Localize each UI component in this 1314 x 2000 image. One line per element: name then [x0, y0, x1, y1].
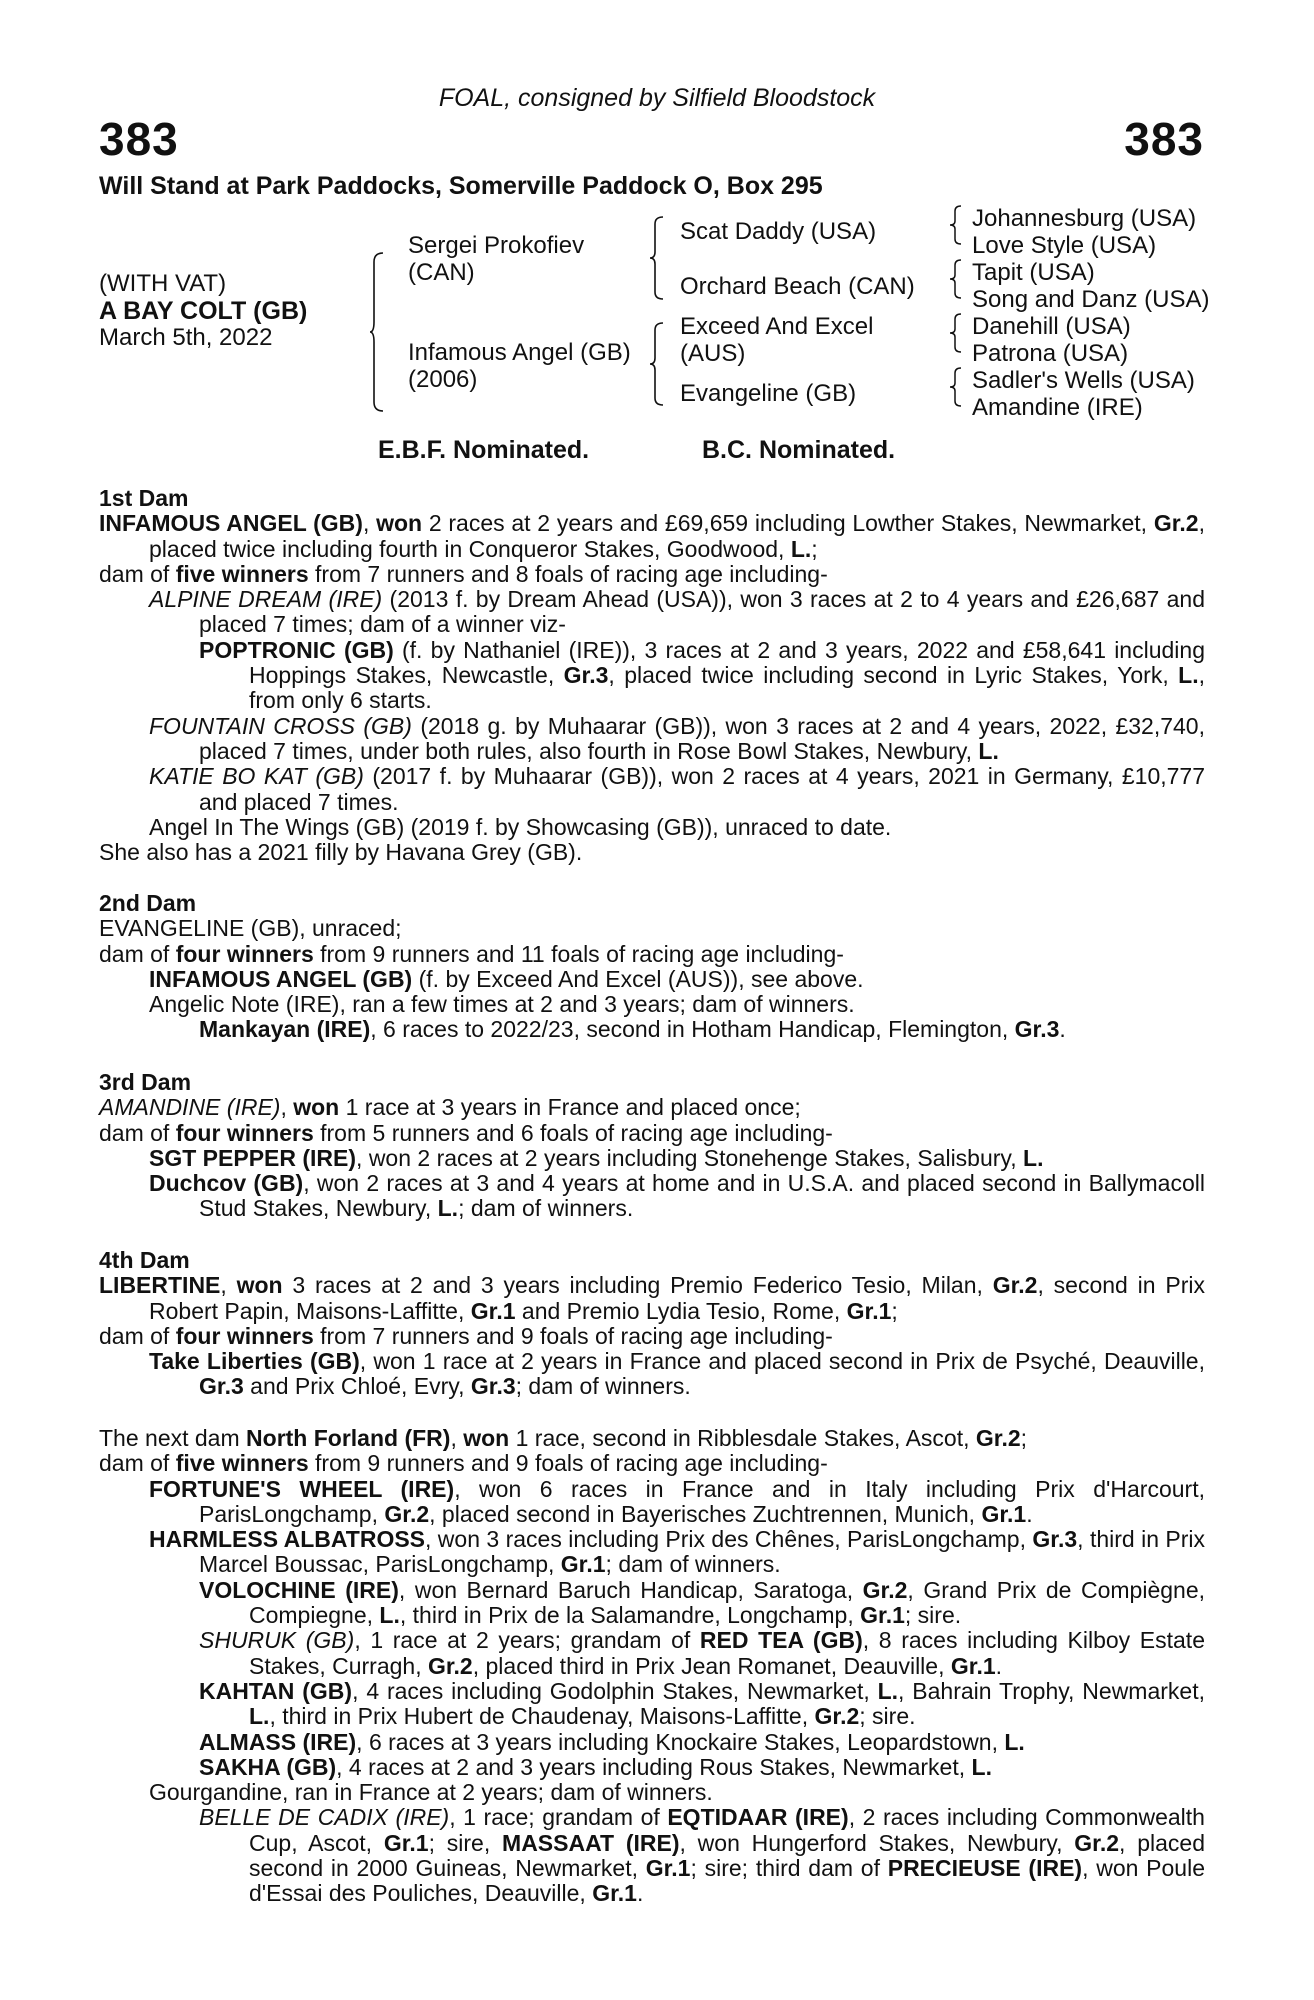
produce-name: ALPINE DREAM (IRE) [149, 586, 383, 613]
record-text: , won 2 races at 3 and 4 years at home and in U.S.A. and placed second in Ballymacoll Stud Stakes, Newbury, [199, 1170, 1205, 1222]
grade-label: Gr.1 [846, 1297, 892, 1324]
grade-label: Gr.2 [814, 1703, 860, 1730]
grade-label: Gr.2 [427, 1652, 473, 1679]
winners-count: four winners [175, 1322, 314, 1349]
dam-name: AMANDINE (IRE) [99, 1094, 281, 1121]
record-text: The next dam [99, 1425, 247, 1451]
second-dam-record: EVANGELINE (GB), unraced; [99, 915, 402, 942]
second-dam-section [99, 891, 1205, 1043]
produce-entry [99, 1349, 1205, 1400]
pedigree-brace-ds [950, 313, 962, 353]
grade-label: Gr.2 [975, 1425, 1021, 1451]
vat-note: (WITH VAT) [99, 270, 227, 297]
grade-label: Gr.3 [563, 662, 609, 689]
record-text: , third in Prix Hubert de Chaudenay, Maisons-Laffitte, [269, 1703, 815, 1730]
grade-label: Gr.2 [1153, 510, 1199, 537]
second-dam-heading: 2nd Dam [99, 890, 197, 916]
pedigree-brace-main [370, 252, 384, 412]
produce-entry [99, 764, 1205, 815]
produce-entry [99, 1755, 1205, 1780]
produce-entry [99, 1477, 1205, 1528]
produce-name: Take Liberties (GB) [149, 1348, 360, 1375]
dam-name: LIBERTINE [99, 1272, 221, 1299]
winners-count: five winners [175, 560, 309, 587]
produce-entry [99, 587, 1205, 638]
grade-label: Gr.2 [992, 1272, 1038, 1299]
listed-label: L. [249, 1703, 270, 1730]
record-text: , 1 race; grandam of [449, 1804, 668, 1831]
record-text: ; [891, 1297, 898, 1324]
listed-label: L. [790, 535, 812, 562]
ped-sss: Johannesburg (USA) [972, 205, 1197, 232]
record-text: , 6 races to 2022/23, second in Hotham Handicap, Flemington, [370, 1016, 1015, 1043]
grade-label: Gr.1 [860, 1602, 905, 1629]
record-text: 1 race, second in Ribblesdale Stakes, Ascot, [509, 1425, 976, 1451]
record-text: , 6 races at 3 years including Knockaire Stakes, Leopardstown, [356, 1728, 1005, 1755]
grade-label: Gr.2 [1074, 1829, 1120, 1856]
record-text: from 7 runners and 9 foals of racing age including- [313, 1322, 833, 1349]
produce-name: SAKHA (GB) [199, 1753, 337, 1780]
record-text: 2 races at 2 years and £69,659 including Lowther Stakes, Newmarket, [422, 510, 1154, 537]
pedigree-brace-ss [950, 205, 962, 245]
ped-ddd: Amandine (IRE) [972, 394, 1143, 421]
record-text: ; dam of winners. [515, 1373, 691, 1400]
ped-dsd: Patrona (USA) [972, 340, 1129, 367]
record-text: dam of [99, 1450, 176, 1477]
record-text: (f. by Nathaniel (IRE)), 3 races at 2 and 3 years, 2022 and £58,641 including Hoppings Stakes, Newcastle, [249, 636, 1205, 689]
ped-dss: Danehill (USA) [972, 313, 1131, 340]
grade-label: Gr.3 [470, 1373, 516, 1400]
grade-label: Gr.1 [383, 1829, 429, 1856]
record-text: , placed second in Bayerisches Zuchtrennen, Munich, [429, 1500, 982, 1527]
produce-entry: Gourgandine, ran in France at 2 years; dam of winners. [149, 1779, 713, 1806]
produce-name: VOLOCHINE (IRE) [199, 1576, 399, 1603]
record-text: , won Hungerford Stakes, Newbury, [679, 1829, 1075, 1856]
first-dam-section [99, 486, 1205, 865]
ebf-nominated: E.B.F. Nominated. [378, 436, 590, 464]
record-text: , won Bernard Baruch Handicap, Saratoga, [398, 1576, 863, 1603]
third-dam-heading: 3rd Dam [99, 1069, 192, 1095]
produce-name: RED TEA (GB) [699, 1627, 863, 1654]
produce-name: PRECIEUSE (IRE) [887, 1855, 1083, 1882]
next-dam-produce-summary [99, 1451, 1205, 1476]
listed-label: L. [978, 737, 999, 764]
record-text: 3 races at 2 and 3 years including Premio Federico Tesio, Milan, [282, 1272, 993, 1299]
sire-name: Sergei Prokofiev [408, 232, 585, 259]
first-dam-name: INFAMOUS ANGEL (GB) [99, 510, 363, 537]
won-label: won [236, 1272, 283, 1299]
third-dam-produce-summary [99, 1121, 1205, 1146]
sire-country: (CAN) [408, 259, 475, 286]
pedigree-brace-dam [650, 322, 664, 406]
grade-label: Gr.3 [199, 1373, 244, 1400]
text-sep: , [220, 1272, 237, 1299]
produce-entry: Angel In The Wings (GB) (2019 f. by Showcasing (GB)), unraced to date. [149, 813, 892, 840]
record-text: ; sire. [904, 1602, 962, 1629]
first-dam-record [99, 511, 1205, 562]
produce-entry [99, 1730, 1205, 1755]
produce-name: ALMASS (IRE) [199, 1728, 357, 1755]
listed-label: L. [437, 1195, 459, 1222]
sire-sire: Scat Daddy (USA) [680, 218, 877, 245]
grade-label: Gr.1 [470, 1297, 516, 1324]
record-text: (2017 f. by Muhaarar (GB)), won 2 races at 4 years, 2021 in Germany, £10,777 and placed 7 times. [199, 763, 1206, 815]
text-sep: , [362, 510, 377, 537]
produce-entry [99, 1171, 1205, 1222]
dam-sire-name: Exceed And Excel [680, 313, 874, 340]
produce-name: POPTRONIC (GB) [199, 636, 394, 663]
record-text: (f. by Exceed And Excel (AUS)), see above. [412, 965, 864, 992]
record-text: from 5 runners and 6 foals of racing age including- [313, 1119, 833, 1146]
produce-name: KATIE BO KAT (GB) [149, 763, 364, 790]
listed-label: L. [1178, 662, 1199, 689]
dam-sire-country: (AUS) [680, 340, 746, 367]
grade-label: Gr.1 [645, 1855, 691, 1882]
listed-label: L. [877, 1677, 899, 1704]
dam-name: North Forland (FR) [246, 1425, 451, 1451]
record-text: , second in Prix Robert Papin, Maisons-Laffitte, [149, 1272, 1205, 1324]
record-text: . [636, 1880, 644, 1907]
winners-count: four winners [175, 1119, 314, 1146]
produce-name: SGT PEPPER (IRE) [149, 1144, 357, 1171]
second-dam-produce-summary [99, 942, 1205, 967]
grade-label: Gr.1 [981, 1500, 1027, 1527]
record-text: ; sire. [859, 1703, 916, 1730]
record-text: , 4 races including Godolphin Stakes, Newmarket, [352, 1677, 878, 1704]
fourth-dam-record [99, 1273, 1205, 1324]
record-text: . [1059, 1016, 1066, 1043]
listed-label: L. [971, 1753, 992, 1780]
record-text: ; [811, 535, 818, 562]
record-text: and Premio Lydia Tesio, Rome, [515, 1297, 847, 1324]
record-text: from 9 runners and 9 foals of racing age including- [308, 1450, 828, 1477]
produce-name: HARMLESS ALBATROSS [149, 1526, 426, 1553]
record-text: ; [1020, 1425, 1028, 1451]
text-sep: , [280, 1094, 294, 1121]
first-dam-heading: 1st Dam [99, 485, 189, 511]
fourth-dam-produce-summary [99, 1324, 1205, 1349]
record-text: , won 3 races including Prix des Chênes, ParisLongchamp, [425, 1526, 1033, 1553]
record-text: 1 race at 3 years in France and placed once; [339, 1094, 801, 1121]
produce-name: INFAMOUS ANGEL (GB) [149, 965, 413, 992]
ped-ssd: Love Style (USA) [972, 232, 1157, 259]
record-text: , Bahrain Trophy, Newmarket, [898, 1677, 1205, 1704]
bc-nominated: B.C. Nominated. [702, 436, 896, 464]
stand-location: Will Stand at Park Paddocks, Somerville Paddock O, Box 295 [99, 172, 823, 200]
record-text: , third in Prix de la Salamandre, Longchamp, [399, 1602, 861, 1629]
record-text: , 1 race at 2 years; grandam of [354, 1627, 700, 1654]
dam-year: (2006) [408, 366, 478, 393]
produce-name: EQTIDAAR (IRE) [667, 1804, 849, 1831]
ped-dds: Sadler's Wells (USA) [972, 367, 1195, 394]
listed-label: L. [1023, 1144, 1044, 1171]
record-text: ; sire; third dam of [690, 1855, 888, 1882]
listed-label: L. [379, 1602, 400, 1629]
also-note: She also has a 2021 filly by Havana Grey (GB). [99, 839, 583, 866]
record-text: and Prix Chloé, Evry, [243, 1373, 471, 1400]
record-text: , 2 races including Commonwealth Cup, Ascot, [249, 1804, 1205, 1856]
produce-entry [99, 1628, 1205, 1679]
record-text: (2013 f. by Dream Ahead (USA)), won 3 races at 2 to 4 years and £26,687 and placed 7 times; dam of a winner viz- [199, 586, 1205, 638]
record-text: , won Poule d'Essai des Pouliches, Deauville, [249, 1855, 1205, 1907]
horse-name: A BAY COLT (GB) [99, 297, 308, 325]
winners-count: four winners [175, 940, 314, 967]
fourth-dam-section [99, 1248, 1205, 1400]
produce-entry [99, 1805, 1205, 1906]
produce-entry [99, 714, 1205, 765]
sire-dam: Orchard Beach (CAN) [680, 273, 915, 300]
produce-entry [99, 967, 1205, 992]
record-text: ; dam of winners. [458, 1195, 634, 1222]
produce-entry [99, 1578, 1205, 1629]
record-text: , 8 races including Kilboy Estate Stakes, Curragh, [249, 1627, 1205, 1679]
produce-name: MASSAAT (IRE) [502, 1829, 680, 1856]
record-text: , placed third in Prix Jean Romanet, Deauville, [472, 1652, 951, 1679]
record-text: dam of [99, 560, 176, 587]
record-text: , third in Prix Marcel Boussac, ParisLongchamp, [199, 1526, 1206, 1578]
produce-entry [99, 1017, 1205, 1042]
consignor-line: FOAL, consigned by Silfield Bloodstock [438, 84, 876, 112]
next-dam-section [99, 1426, 1205, 1907]
won-label: won [376, 510, 423, 537]
record-text: , won 2 races at 2 years including Stonehenge Stakes, Salisbury, [356, 1144, 1024, 1171]
record-text: , won 1 race at 2 years in France and placed second in Prix de Psyché, Deauville, [359, 1348, 1205, 1375]
dam-dam: Evangeline (GB) [680, 380, 857, 407]
pedigree-brace-sd [950, 259, 962, 299]
won-label: won [463, 1425, 510, 1451]
third-dam-section [99, 1070, 1205, 1222]
winners-count: five winners [175, 1450, 309, 1477]
lot-number-left: 383 [99, 113, 179, 165]
record-text: from 7 runners and 8 foals of racing age including- [308, 560, 828, 587]
produce-entry [99, 1679, 1205, 1730]
produce-name: FORTUNE'S WHEEL (IRE) [149, 1475, 455, 1502]
record-text: (2018 g. by Muhaarar (GB)), won 3 races at 2 and 4 years, 2022, £32,740, placed 7 times, under both rules, also fourth in Rose Bowl Stakes, Newbury, [199, 712, 1205, 764]
record-text: ; dam of winners. [605, 1551, 781, 1578]
grade-label: Gr.1 [560, 1551, 606, 1578]
horse-dob: March 5th, 2022 [99, 324, 273, 351]
record-text: . [995, 1652, 1003, 1679]
produce-name: BELLE DE CADIX (IRE) [199, 1804, 450, 1831]
grade-label: Gr.1 [950, 1652, 996, 1679]
produce-name: Duchcov (GB) [149, 1170, 304, 1197]
grade-label: Gr.2 [384, 1500, 430, 1527]
grade-label: Gr.3 [1032, 1526, 1078, 1553]
ped-sdd: Song and Danz (USA) [972, 286, 1210, 313]
pedigree-brace-dd [950, 367, 962, 407]
record-text: , placed second in 2000 Guineas, Newmarket, [249, 1829, 1206, 1882]
produce-entry [99, 1146, 1205, 1171]
pedigree-brace-sire [650, 216, 664, 300]
record-text: , from only 6 starts. [249, 662, 1205, 714]
produce-entry [99, 1527, 1205, 1578]
produce-entry: Angelic Note (IRE), ran a few times at 2 and 3 years; dam of winners. [149, 991, 855, 1018]
text-sep: , [450, 1425, 464, 1451]
record-text: dam of [99, 940, 176, 967]
produce-entry [99, 638, 1205, 714]
record-text: , placed twice including second in Lyric Stakes, York, [608, 662, 1179, 689]
dam-name: Infamous Angel (GB) [408, 339, 631, 366]
record-text: dam of [99, 1119, 176, 1146]
record-text: ; sire, [428, 1829, 503, 1856]
first-dam-produce-summary [99, 562, 1205, 587]
record-text: , Grand Prix de Compiègne, Compiegne, [249, 1576, 1206, 1629]
grade-label: Gr.2 [862, 1576, 908, 1603]
grade-label: Gr.3 [1014, 1016, 1060, 1043]
record-text: , placed twice including fourth in Conqueror Stakes, Goodwood, [149, 510, 1205, 562]
listed-label: L. [1004, 1728, 1025, 1755]
ped-sds: Tapit (USA) [972, 259, 1095, 286]
third-dam-record [99, 1095, 1205, 1120]
produce-name: FOUNTAIN CROSS (GB) [149, 712, 412, 739]
record-text: from 9 runners and 11 foals of racing age including- [313, 940, 844, 967]
fourth-dam-heading: 4th Dam [99, 1247, 190, 1273]
record-text: , 4 races at 2 and 3 years including Rous Stakes, Newmarket, [336, 1753, 972, 1780]
record-text: . [1026, 1500, 1033, 1527]
won-label: won [293, 1094, 340, 1121]
produce-name: Mankayan (IRE) [199, 1016, 371, 1043]
record-text: dam of [99, 1322, 176, 1349]
produce-name: KAHTAN (GB) [199, 1677, 353, 1704]
grade-label: Gr.1 [592, 1880, 637, 1907]
lot-number-right: 383 [1124, 113, 1204, 165]
record-text: , won 6 races in France and in Italy including Prix d'Harcourt, ParisLongchamp, [199, 1475, 1205, 1527]
next-dam-record [99, 1426, 1205, 1451]
produce-name: SHURUK (GB) [199, 1627, 355, 1654]
